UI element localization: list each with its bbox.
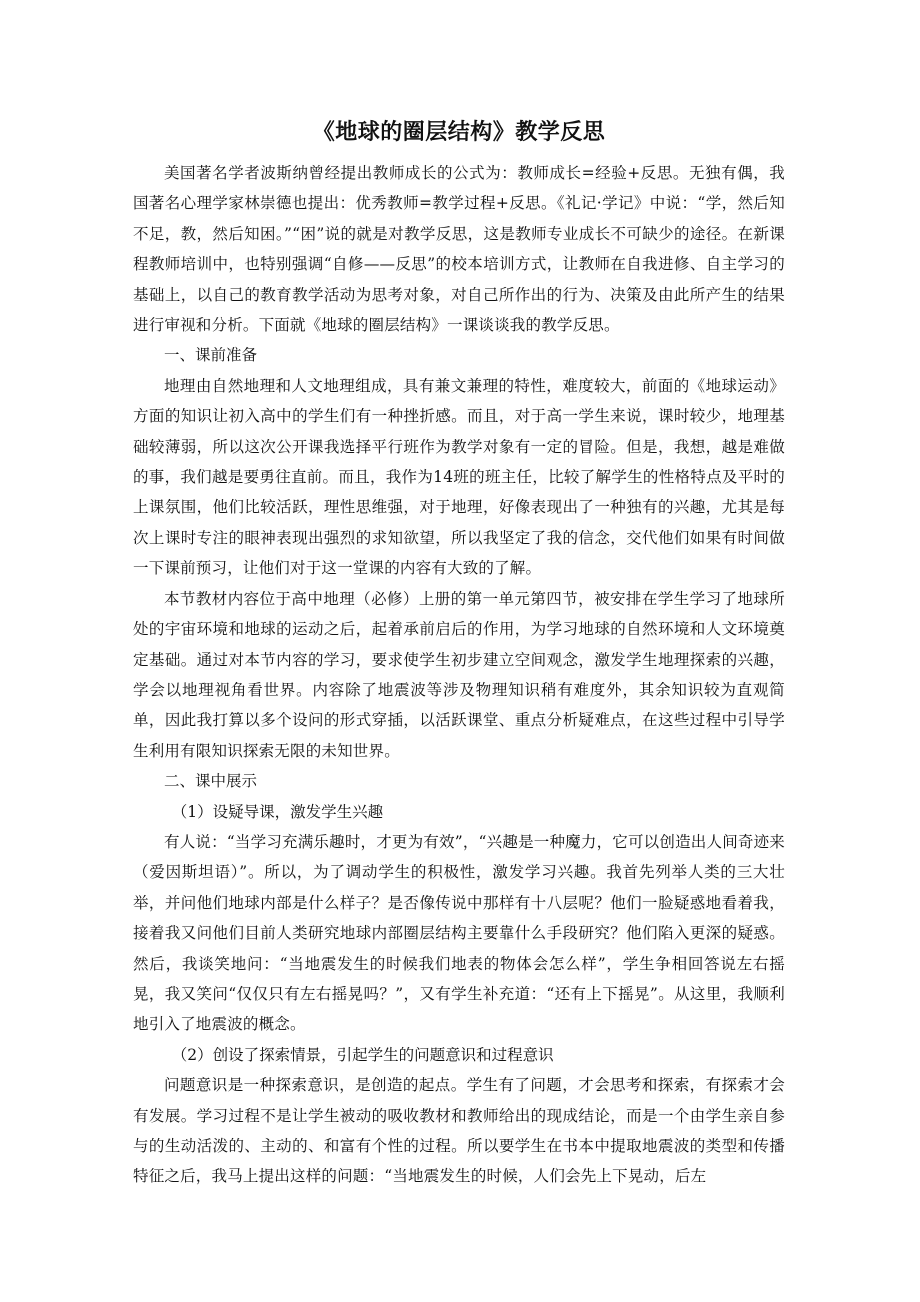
section-heading-preparation: 一、课前准备 (164, 346, 258, 365)
subheading-interest: （1）设疑导课，激发学生兴趣 (171, 802, 384, 821)
subheading-inquiry: （2）创设了探索情景，引起学生的问题意识和过程意识 (171, 1045, 554, 1064)
document-page (133, 118, 785, 1192)
preparation-paragraph-2: 本节教材内容位于高中地理（必修）上册的第一单元第四节，被安排在学生学习了地球所处的宇宙环境和地球的运动之后，起着承前启后的作用，为学习地球的自然环境和人文环境奠定基础。通过对本节内容的学习，要求使学生初步建立空间观念，激发学生地理探索的兴趣，学会以地理视角看世界。内容除了地震波等涉及物理知识稍有难度外，其余知识较为直观简单，因此我打算以多个设问的形式穿插，以活跃课堂、重点分析疑难点，在这些过程中引导学生利用有限知识探索无限的未知世界。 (133, 589, 785, 760)
document-title: 《地球的圈层结构》教学反思 (312, 120, 606, 145)
intro-paragraph: 美国著名学者波斯纳曾经提出教师成长的公式为：教师成长=经验+反思。无独有偶，我国著名心理学家林崇德也提出：优秀教师=教学过程+反思。《礼记·学记》中说：“学，然后知不足，教，然后知困。”“困”说的就是对教学反思，这是教师专业成长不可缺少的途径。在新课程教师培训中，也特别强调“自修——反思”的校本培训方式，让教师在自我进修、自主学习的基础上，以自己的教育教学活动为思考对象，对自己所作出的行为、决策及由此所产生的结果进行审视和分析。下面就《地球的圈层结构》一课谈谈我的教学反思。 (133, 164, 785, 335)
lesson-paragraph-1: 有人说：“当学习充满乐趣时，才更为有效”，“兴趣是一种魔力，它可以创造出人间奇迹来（爱因斯坦语）”。所以，为了调动学生的积极性，激发学习兴趣。我首先列举人类的三大壮举，并问他们地球内部是什么样子？是否像传说中那样有十八层呢？他们一脸疑惑地看着我，接着我又问他们目前人类研究地球内部圈层结构主要靠什么手段研究？他们陷入更深的疑惑。然后，我谈笑地问：“当地震发生的时候我们地表的物体会怎么样”，学生争相回答说左右摇晃，我又笑问“仅仅只有左右摇晃吗？”，又有学生补充道：“还有上下摇晃”。从这里，我顺利地引入了地震波的概念。 (133, 832, 785, 1034)
preparation-paragraph-1: 地理由自然地理和人文地理组成，具有兼文兼理的特性，难度较大，前面的《地球运动》方面的知识让初入高中的学生们有一种挫折感。而且，对于高一学生来说，课时较少，地理基础较薄弱，所以这次公开课我选择平行班作为教学对象有一定的冒险。但是，我想，越是难做的事，我们越是要勇往直前。而且，我作为14班的班主任，比较了解学生的性格特点及平时的上课氛围，他们比较活跃，理性思维强，对于地理，好像表现出了一种独有的兴趣，尤其是每次上课时专注的眼神表现出强烈的求知欲望，所以我坚定了我的信念，交代他们如果有时间做一下课前预习，让他们对于这一堂课的内容有大致的了解。 (133, 376, 785, 578)
section-heading-lesson: 二、课中展示 (164, 772, 258, 791)
lesson-paragraph-2: 问题意识是一种探索意识，是创造的起点。学生有了问题，才会思考和探索，有探索才会有发展。学习过程不是让学生被动的吸收教材和教师给出的现成结论，而是一个由学生亲自参与的生动活泼的、主动的、和富有个性的过程。所以要学生在书本中提取地震波的类型和传播特征之后，我马上提出这样的问题：“当地震发生的时候，人们会先上下晃动，后左 (133, 1076, 785, 1186)
